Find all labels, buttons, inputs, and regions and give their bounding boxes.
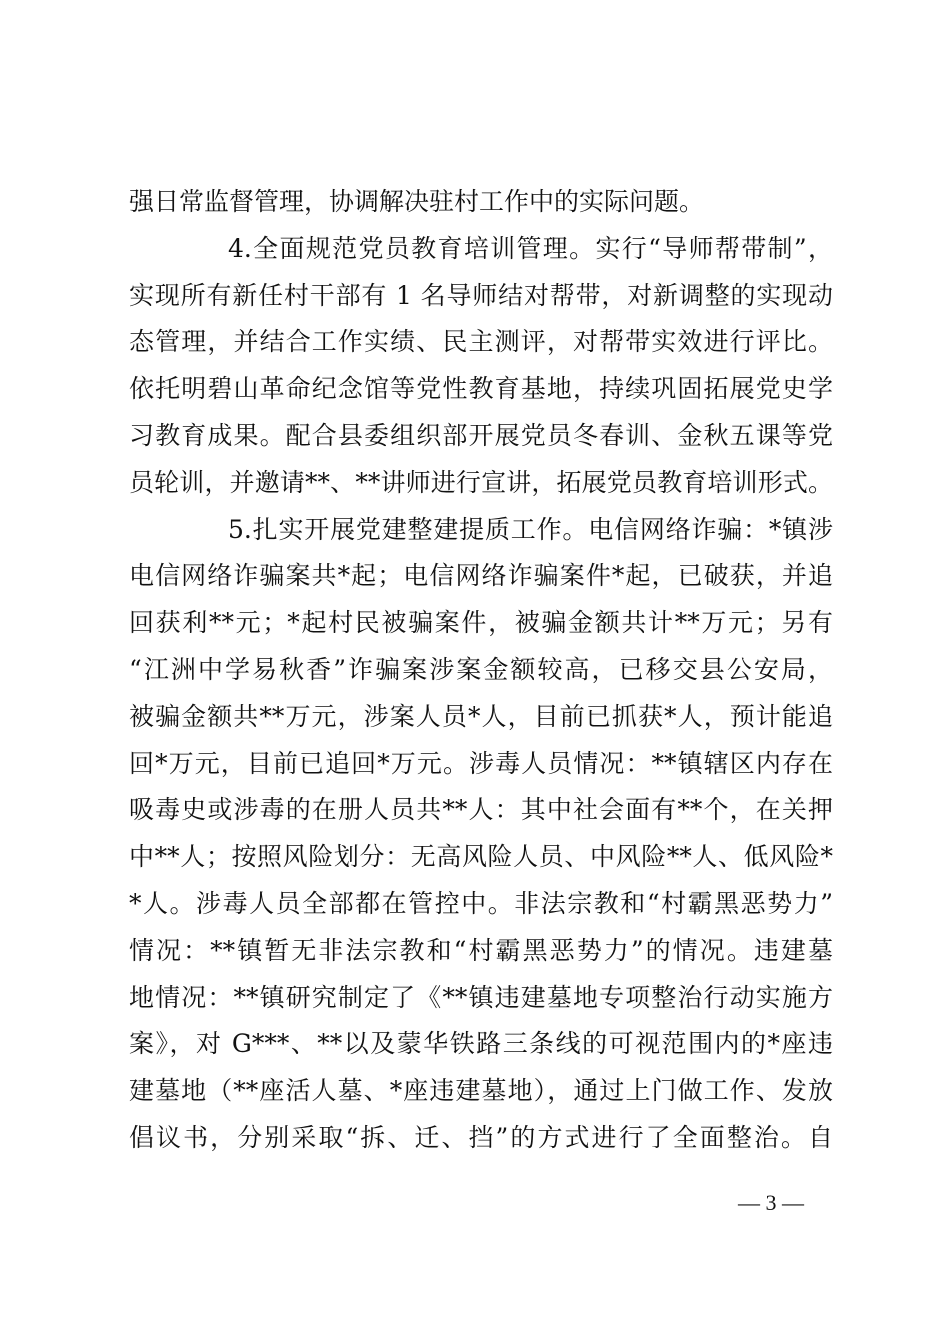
text-line: 回获利**元；*起村民被骗案件，被骗金额共计**万元；另有: [129, 608, 833, 638]
text-line: 习教育成果。配合县委组织部开展党员冬春训、金秋五课等党: [129, 420, 833, 450]
text-line: 吸毒史或涉毒的在册人员共**人：其中社会面有**个，在关押: [129, 795, 833, 825]
text-line: 被骗金额共**万元，涉案人员*人，目前已抓获*人，预计能追: [129, 701, 833, 731]
text-line: *人。涉毒人员全部都在管控中。非法宗教和“村霸黑恶势力”: [129, 888, 833, 918]
text-line: 案》，对 G***、**以及蒙华铁路三条线的可视范围内的*座违: [129, 1029, 833, 1059]
text-line: 态管理，并结合工作实绩、民主测评，对帮带实效进行评比。: [129, 327, 833, 357]
page-number: — 3 —: [738, 1190, 804, 1215]
paragraph-5-heading-line: 5.扎实开展党建整建提质工作。电信网络诈骗：*镇涉: [228, 514, 833, 544]
text-line: 强日常监督管理，协调解决驻村工作中的实际问题。: [129, 187, 705, 216]
text-line: 依托明碧山革命纪念馆等党性教育基地，持续巩固拓展党史学: [129, 374, 833, 404]
body-text: [129, 179, 833, 1162]
text-line: 地情况：**镇研究制定了《**镇违建墓地专项整治行动实施方: [129, 982, 833, 1012]
text-line: 中**人；按照风险划分：无高风险人员、中风险**人、低风险*: [129, 842, 833, 872]
text-line: 建墓地（**座活人墓、*座违建墓地），通过上门做工作、发放: [129, 1076, 833, 1106]
text-line: 情况：**镇暂无非法宗教和“村霸黑恶势力”的情况。违建墓: [129, 935, 833, 965]
text-line: 倡议书，分别采取“拆、迁、挡”的方式进行了全面整治。自: [129, 1122, 833, 1152]
text-line: 电信网络诈骗案共*起；电信网络诈骗案件*起，已破获，并追: [129, 561, 833, 591]
text-line: “江洲中学易秋香”诈骗案涉案金额较高，已移交县公安局，: [129, 654, 833, 684]
text-line: 实现所有新任村干部有 1 名导师结对帮带，对新调整的实现动: [129, 280, 833, 310]
text-line: 回*万元，目前已追回*万元。涉毒人员情况：**镇辖区内存在: [129, 748, 833, 778]
text-line: 员轮训，并邀请**、**讲师进行宣讲，拓展党员教育培训形式。: [129, 467, 833, 497]
paragraph-4-heading-line: 4.全面规范党员教育培训管理。实行“导师帮带制”，: [228, 233, 833, 263]
